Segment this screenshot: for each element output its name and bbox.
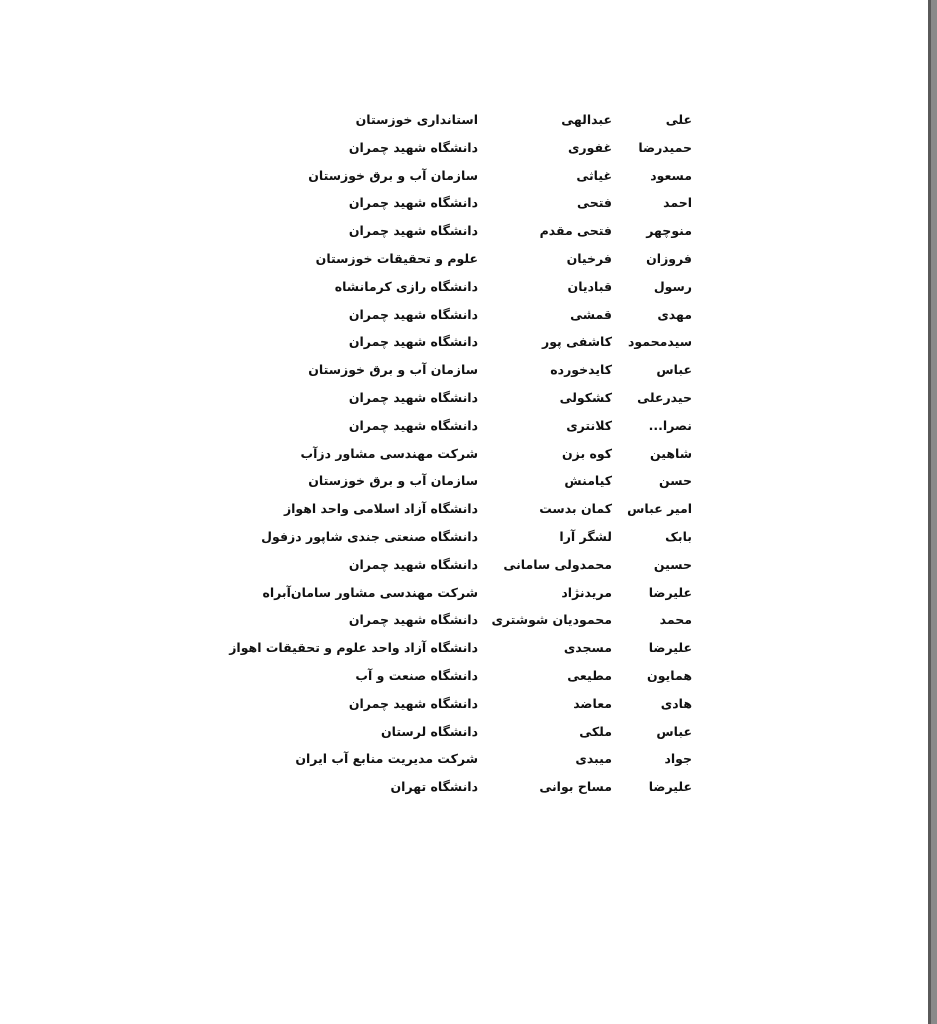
first-name: عباس xyxy=(656,362,692,378)
affiliation: دانشگاه شهید چمران xyxy=(348,389,478,405)
first-name: نصرا... xyxy=(648,417,692,433)
roster-row xyxy=(220,690,700,718)
first-name: فروزان xyxy=(646,250,692,266)
first-name: جواد xyxy=(664,751,692,767)
last-name: قمشی xyxy=(570,306,612,322)
last-name: قبادیان xyxy=(567,278,612,294)
first-name: همایون xyxy=(647,667,692,683)
last-name: کایدخورده xyxy=(550,362,612,378)
last-name: کشکولی xyxy=(559,389,612,405)
first-name: حمیدرضا xyxy=(638,139,692,155)
last-name: عبدالهی xyxy=(561,112,612,127)
roster-row xyxy=(220,495,700,523)
member-roster xyxy=(220,106,700,801)
last-name: ملکی xyxy=(579,723,612,739)
roster-row xyxy=(220,134,700,162)
affiliation: دانشگاه آزاد واحد علوم و تحقیقات اهواز xyxy=(229,640,478,656)
last-name: کلانتری xyxy=(566,417,612,433)
last-name: کمان بدست xyxy=(539,501,612,517)
roster-row xyxy=(220,106,700,134)
affiliation: دانشگاه شهید چمران xyxy=(348,306,478,322)
first-name: هادی xyxy=(660,695,692,711)
affiliation: استانداری خوزستان xyxy=(355,112,478,127)
roster-row xyxy=(220,328,700,356)
first-name: سیدمحمود xyxy=(628,334,692,350)
roster-row xyxy=(220,412,700,440)
affiliation: شرکت مدیریت منابع آب ایران xyxy=(295,751,478,767)
last-name: غیاثی xyxy=(576,167,612,183)
affiliation: دانشگاه صنعت و آب xyxy=(355,667,478,683)
affiliation: سازمان آب و برق خوزستان xyxy=(308,362,478,378)
affiliation: سازمان آب و برق خوزستان xyxy=(308,167,478,183)
affiliation: دانشگاه شهید چمران xyxy=(348,417,478,433)
roster-row xyxy=(220,773,700,801)
affiliation: دانشگاه رازی کرمانشاه xyxy=(334,278,478,294)
first-name: محمد xyxy=(659,612,692,628)
affiliation: دانشگاه شهید چمران xyxy=(348,139,478,155)
affiliation: دانشگاه آزاد اسلامی واحد اهواز xyxy=(283,501,478,517)
roster-row xyxy=(220,662,700,690)
roster-row xyxy=(220,745,700,773)
last-name: مطیعی xyxy=(567,667,612,683)
affiliation: دانشگاه شهید چمران xyxy=(348,612,478,628)
first-name: علی xyxy=(665,112,692,127)
affiliation: شرکت مهندسی مشاور سامان‌آبراه xyxy=(262,584,478,600)
affiliation: شرکت مهندسی مشاور دزآب xyxy=(300,445,478,461)
last-name: کوه بزن xyxy=(562,445,612,461)
last-name: محمدولی سامانی xyxy=(503,556,612,572)
last-name: مریدنژاد xyxy=(561,584,612,600)
first-name: رسول xyxy=(653,278,692,294)
last-name: معاضد xyxy=(573,695,612,711)
roster-row xyxy=(220,189,700,217)
roster-row xyxy=(220,523,700,551)
last-name: فرخیان xyxy=(566,250,612,266)
roster-row xyxy=(220,551,700,579)
affiliation: علوم و تحقیقات خوزستان xyxy=(315,250,478,266)
first-name: علیرضا xyxy=(648,779,692,795)
roster-row xyxy=(220,301,700,329)
first-name: حیدرعلی xyxy=(637,389,692,405)
roster-row xyxy=(220,440,700,468)
affiliation: دانشگاه شهید چمران xyxy=(348,695,478,711)
roster-row xyxy=(220,356,700,384)
last-name: کاشفی پور xyxy=(542,334,612,350)
first-name: احمد xyxy=(663,195,692,211)
first-name: بابک xyxy=(665,528,692,544)
affiliation: دانشگاه لرستان xyxy=(380,723,478,739)
roster-row xyxy=(220,634,700,662)
roster-row xyxy=(220,217,700,245)
affiliation: دانشگاه شهید چمران xyxy=(348,195,478,211)
last-name: میبدی xyxy=(575,751,612,767)
roster-row xyxy=(220,162,700,190)
roster-row xyxy=(220,606,700,634)
last-name: فتحی مقدم xyxy=(539,223,612,239)
affiliation: دانشگاه شهید چمران xyxy=(348,556,478,572)
affiliation: سازمان آب و برق خوزستان xyxy=(308,473,478,489)
first-name: شاهین xyxy=(649,445,692,461)
roster-row xyxy=(220,579,700,607)
first-name: مهدی xyxy=(657,306,692,322)
affiliation: دانشگاه شهید چمران xyxy=(348,334,478,350)
first-name: علیرضا xyxy=(648,640,692,656)
first-name: امیر عباس xyxy=(627,501,692,517)
last-name: مساح بوانی xyxy=(539,779,612,795)
last-name: لشگر آرا xyxy=(559,528,612,544)
affiliation: دانشگاه شهید چمران xyxy=(348,223,478,239)
first-name: منوچهر xyxy=(646,223,692,239)
roster-row xyxy=(220,245,700,273)
first-name: علیرضا xyxy=(648,584,692,600)
roster-row xyxy=(220,273,700,301)
viewer-scrollbar-edge[interactable] xyxy=(928,0,937,1024)
first-name: عباس xyxy=(656,723,692,739)
roster-row xyxy=(220,384,700,412)
roster-row xyxy=(220,467,700,495)
affiliation: دانشگاه تهران xyxy=(390,779,478,795)
first-name: حسین xyxy=(653,556,692,572)
last-name: فتحی xyxy=(577,195,612,211)
roster-row xyxy=(220,718,700,746)
last-name: مسجدی xyxy=(563,640,612,656)
last-name: کیامنش xyxy=(564,473,612,489)
first-name: مسعود xyxy=(650,167,692,183)
last-name: محمودیان شوشتری xyxy=(491,612,612,628)
first-name: حسن xyxy=(659,473,692,489)
affiliation: دانشگاه صنعتی جندی شاپور دزفول xyxy=(261,528,478,544)
last-name: غفوری xyxy=(567,139,612,155)
